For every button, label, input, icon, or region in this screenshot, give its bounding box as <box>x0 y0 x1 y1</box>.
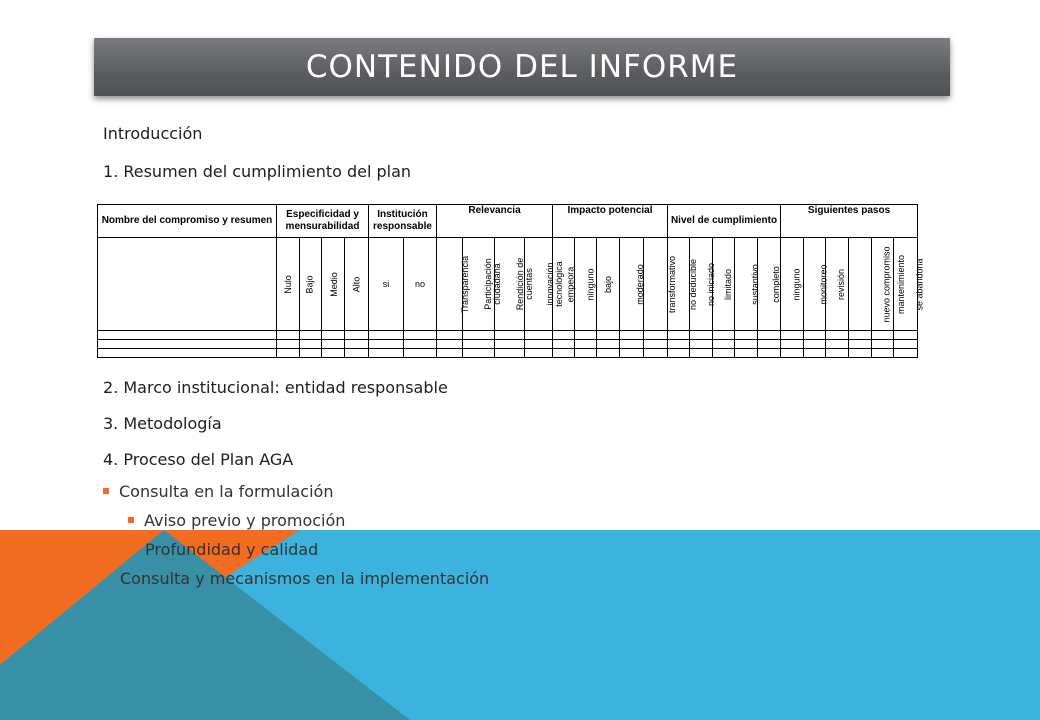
col-se-abandona: se abandona <box>914 258 925 311</box>
table-row <box>98 349 918 358</box>
header-relevancia: Relevancia <box>437 205 553 238</box>
header-siguientes: Siguientes pasos <box>781 205 918 238</box>
header-especificidad: Especificidad y mensurabilidad <box>277 205 369 238</box>
col-sustantivo: sustantivo <box>749 264 760 305</box>
col-transparencia: Transparencia <box>460 255 471 314</box>
table-cell <box>781 238 804 331</box>
col-no-deducible: no deducible <box>688 258 699 311</box>
table-cell <box>300 238 322 331</box>
header-impacto: Impacto potencial <box>553 205 668 238</box>
col-transformativo: transformativo <box>667 255 678 314</box>
table-cell <box>849 238 892 331</box>
line-marco: 2. Marco institucional: entidad responsable <box>103 378 448 397</box>
header-nombre: Nombre del compromiso y resumen <box>98 205 277 238</box>
col-si: si <box>382 279 390 289</box>
col-moderado: moderado <box>634 264 645 305</box>
title-bar <box>94 38 950 96</box>
line-introduccion: Introducción <box>103 124 203 143</box>
table-cell <box>826 238 849 331</box>
table-cell <box>620 238 644 331</box>
col-pasos-ninguno: ninguno <box>791 268 802 301</box>
bullet-consulta-implementacion: Consulta y mecanismos en la implementación <box>120 569 490 588</box>
table-cell <box>404 238 437 331</box>
col-nulo: Nulo <box>282 275 293 294</box>
table-cell <box>597 238 620 331</box>
header-institucion: Institución responsable <box>369 205 437 238</box>
line-metodologia: 3. Metodología <box>103 414 222 433</box>
col-alto: Alto <box>350 276 361 293</box>
slide-title: CONTENIDO DEL INFORME <box>305 49 739 85</box>
table-cell <box>277 238 300 331</box>
line-resumen: 1. Resumen del cumplimiento del plan <box>103 162 412 181</box>
col-nuevo-compromiso: nuevo compromiso <box>881 246 892 323</box>
table-row <box>98 331 918 340</box>
table-cell <box>758 238 781 331</box>
col-no-iniciado: no iniciado <box>706 262 717 307</box>
col-completo: completo <box>770 266 781 303</box>
header-nivel: Nivel de cumplimiento <box>668 205 781 238</box>
col-rendicion: Rendición de cuentas <box>515 257 534 311</box>
bullet-aviso-previo: Aviso previo y promoción <box>128 511 345 530</box>
bullet-profundidad: Profundidad y calidad <box>145 540 319 559</box>
bullet-square-icon <box>128 517 134 523</box>
col-medio: Medio <box>328 272 339 297</box>
commitments-table <box>97 204 925 368</box>
col-innovacion: innovación tecnológica <box>545 261 564 307</box>
table-cell <box>369 238 404 331</box>
bullet-consulta-formulacion: Consulta en la formulación <box>103 482 333 501</box>
table-cell <box>345 238 369 331</box>
bullet-square-icon <box>103 488 109 494</box>
col-bajo: Bajo <box>304 275 315 294</box>
line-proceso: 4. Proceso del Plan AGA <box>103 450 294 469</box>
col-no: no <box>414 279 425 289</box>
table-cell <box>735 238 758 331</box>
table-cell <box>575 238 597 331</box>
col-empeora: empeora <box>565 266 576 303</box>
table-cell <box>322 238 345 331</box>
col-mantenimiento: mantenimiento <box>896 254 907 315</box>
col-impacto-bajo: bajo <box>602 275 613 294</box>
col-monitoreo: monitoreo <box>818 264 829 305</box>
table-cell <box>804 238 829 331</box>
table-cell <box>98 238 277 331</box>
col-limitado: limitado <box>723 268 734 301</box>
table-row <box>98 340 918 349</box>
table-cell <box>644 238 678 331</box>
col-revision: revisión <box>836 268 847 301</box>
col-impacto-ninguno: ninguno <box>585 268 596 301</box>
col-participacion: Participación ciudadana <box>483 258 502 310</box>
table-cell <box>437 238 471 331</box>
